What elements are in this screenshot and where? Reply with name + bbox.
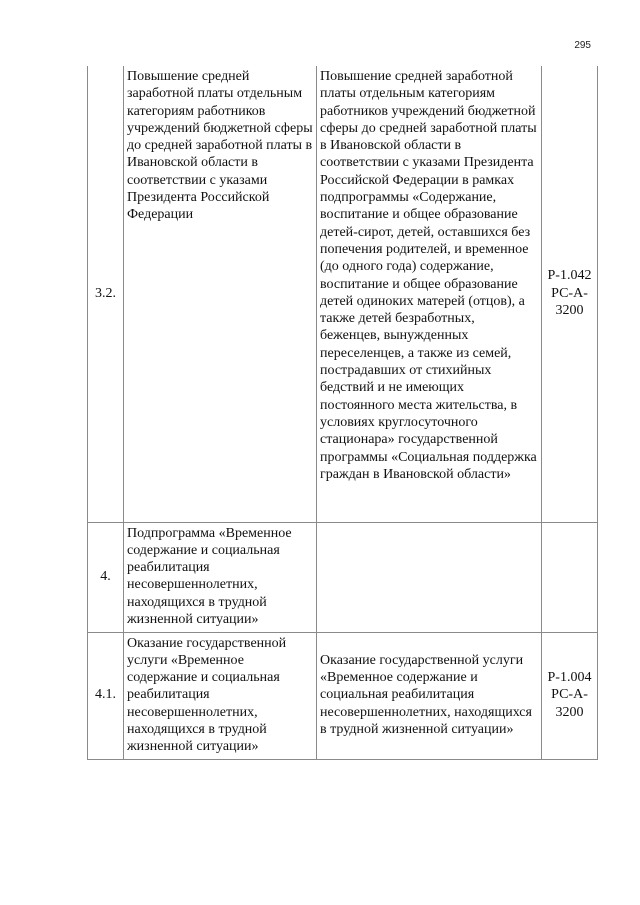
row-code: [542, 632, 598, 759]
row-name: Подпрограмма «Временное содержание и социальная реабилитация несовершеннолетних, находящихся в трудной жизненной ситуации»: [124, 522, 317, 632]
table-row: [88, 632, 598, 759]
code-line: Р-1.042: [547, 268, 592, 284]
page-number: 295: [574, 40, 591, 51]
row-number: 4.1.: [88, 632, 124, 759]
row-code: [542, 522, 598, 632]
row-name: Повышение средней заработной платы отдельным категориям работников учреждений бюджетной сферы до средней заработной платы в Ивановской области в соответствии с указами Президента Российской Федерации: [124, 66, 317, 522]
row-description: [317, 522, 542, 632]
code-line: 3200: [555, 302, 584, 318]
row-name: Оказание государственной услуги «Временное содержание и социальная реабилитация несовершеннолетних, находящихся в трудной жизненной ситуации»: [124, 632, 317, 759]
row-number: 3.2.: [88, 66, 124, 522]
table-row: [88, 66, 598, 522]
code-line: Р-1.004: [547, 670, 592, 686]
program-table: [87, 66, 598, 760]
code-line: 3200: [555, 704, 584, 720]
code-line: РС-А-: [551, 285, 588, 301]
code-line: РС-А-: [551, 687, 588, 703]
row-description: Повышение средней заработной платы отдельным категориям работников учреждений бюджетной сферы до средней заработной платы в Ивановской области в соответствии с указами Президента Российской Федерации в рамках подпрограммы «Содержание, воспитание и общее образование детей-сирот, детей, оставшихся без попечения родителей, и временное (до одного года) содержание, воспитание и общее образование детей одиноких матерей (отцов), а также детей безработных, беженцев, вынужденных переселенцев, а также из семей, пострадавших от стихийных бедствий и не имеющих постоянного места жительства, в условиях круглосуточного стационара» государственной программы «Социальная поддержка граждан в Ивановской области»: [317, 66, 542, 522]
row-number: 4.: [88, 522, 124, 632]
table-row: [88, 522, 598, 632]
row-code: [542, 66, 598, 522]
row-description: Оказание государственной услуги «Временное содержание и социальная реабилитация несовершеннолетних, находящихся в трудной жизненной ситуации»: [317, 632, 542, 759]
